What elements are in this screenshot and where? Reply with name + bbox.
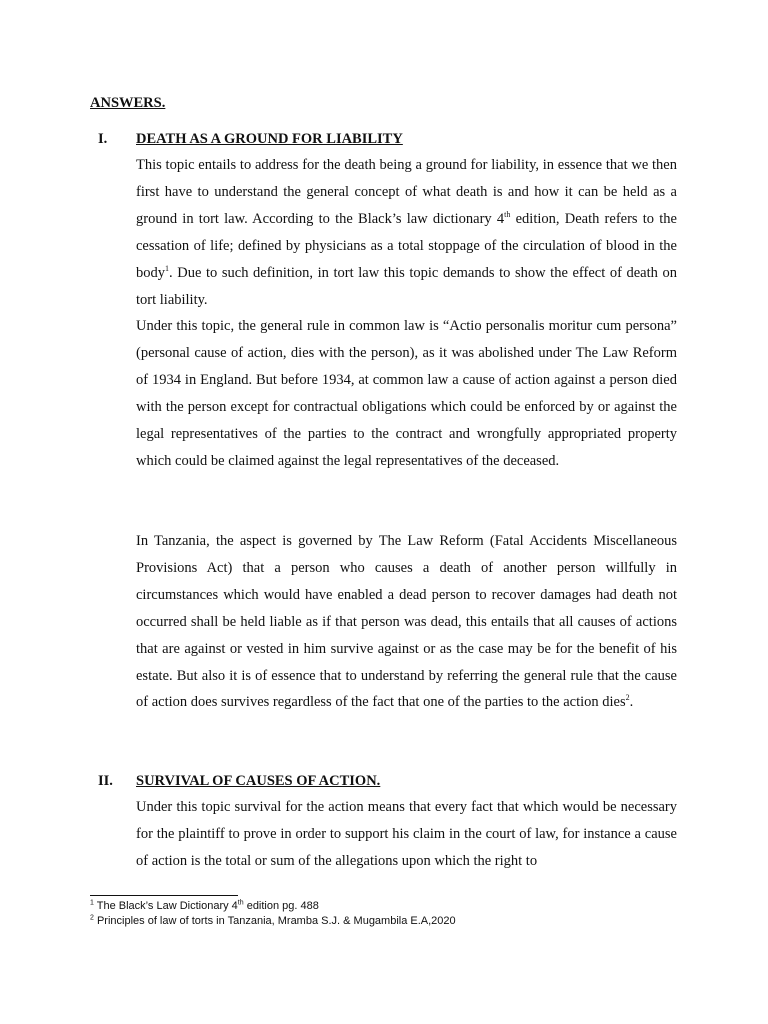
- superscript-th: th: [504, 209, 511, 219]
- section-1-paragraph-3-text-a: In Tanzania, the aspect is governed by The Law Reform (Fatal Accidents Miscellaneous Provisions Act) that a person who causes a death of another person willfully in circumstances which would have enabled a dead person to recover damages had death not occurred shall be held liable as if that person was dead, this entails that all causes of actions that are against or vested in him survive against or as the case may be for the benefit of his estate. But also it is of essence that to understand by referring the general rule that the cause of action does survives regardless of the fact that one of the parties to the action dies: [136, 533, 677, 711]
- section-2-paragraph-1: Under this topic survival for the action means that every fact that which would be necessary for the plaintiff to prove in order to support his claim in the court of law, for instance a cause of action is the total or sum of the allegations upon which the right to: [136, 799, 677, 869]
- section-1-number: I.: [98, 131, 108, 147]
- section-1-paragraph-1-text-a: This topic entails to address for the death being a ground for liability, in essence that we then first have to understand the general concept of what death is and how it can be held as a ground in tort law. According to the Black’s law dictionary 4: [136, 157, 677, 227]
- section-1-paragraph-3-text-b: .: [629, 694, 634, 711]
- section-1-paragraph-1-text-b: edition, Death refers to the cessation of life; defined by physicians as a total stoppage of the circulation of blood in the body: [136, 210, 677, 281]
- section-2-number: II.: [98, 773, 113, 789]
- footnote-separator: [90, 895, 238, 896]
- section-1-paragraph-1: [136, 152, 677, 313]
- answers-heading: ANSWERS.: [90, 95, 166, 111]
- footnote-1: [90, 899, 319, 914]
- footnote-1-superscript: th: [237, 899, 244, 907]
- footnote-1-text-a: The Black’s Law Dictionary 4: [93, 900, 238, 912]
- section-2-title: SURVIVAL OF CAUSES OF ACTION.: [136, 773, 381, 789]
- section-1-paragraph-3: [136, 528, 677, 716]
- footnote-2-text: Principles of law of torts in Tanzania, Mramba S.J. & Mugambila E.A,2020: [93, 915, 456, 927]
- footnote-ref-2[interactable]: 2: [625, 693, 630, 703]
- footnote-ref-1[interactable]: 1: [165, 263, 169, 273]
- footnote-1-marker: 1: [90, 899, 94, 907]
- section-1-title: DEATH AS A GROUND FOR LIABILITY: [136, 131, 403, 147]
- footnote-1-text-b: edition pg. 488: [243, 900, 319, 912]
- section-1-paragraph-1-text-c: . Due to such definition, in tort law this topic demands to show the effect of death on tort liability.: [136, 264, 677, 308]
- section-1-paragraph-2: Under this topic, the general rule in common law is “Actio personalis moritur cum persona” (personal cause of action, dies with the person), as it was abolished under The Law Reform of 1934 in England. But before 1934, at common law a cause of action against a person died with the person except for contractual obligations which could be enforced by or against the legal representatives of the parties to the contract and wrongfully appropriated property which could be claimed against the legal representatives of the deceased.: [136, 318, 677, 469]
- footnote-2-marker: 2: [90, 914, 94, 922]
- footnote-2: [90, 914, 456, 929]
